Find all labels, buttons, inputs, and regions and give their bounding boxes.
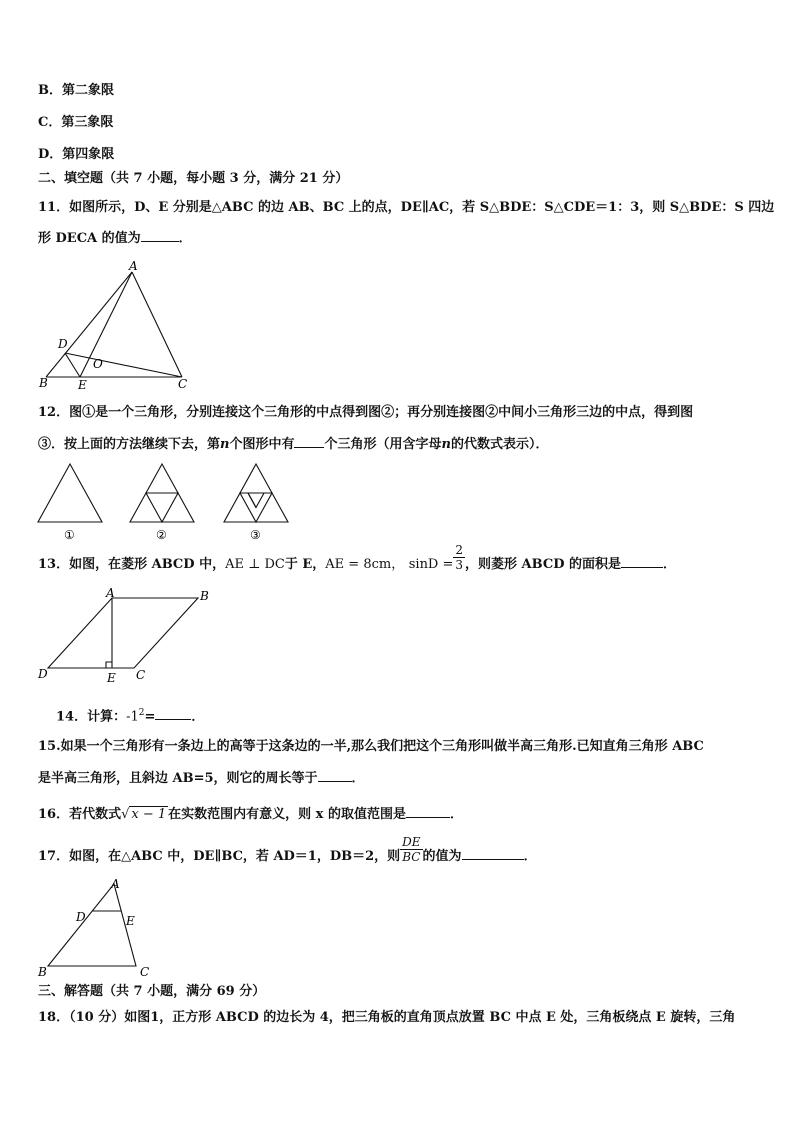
label-c: C <box>178 377 188 391</box>
fraction-two-thirds: $\frac{2}{3}$ <box>455 543 464 572</box>
answer-blank <box>155 719 191 720</box>
label-e: E <box>78 378 87 392</box>
label-c: C <box>140 965 150 978</box>
label-a: A <box>111 877 120 891</box>
q11-line2: 形 DECA 的值为 ． <box>38 231 192 246</box>
answer-blank <box>621 567 663 568</box>
answer-blank <box>318 781 352 782</box>
q12-figures <box>34 462 296 544</box>
q11-line1: 11．如图所示，D、E 分别是△ABC 的边 AB、BC 上的点，DE∥AC，若 S△BDE：S△CDE＝1：3，则 S△BDE：S 四边 <box>38 200 775 215</box>
answer-blank <box>141 241 179 242</box>
caption-1: ① <box>64 528 75 542</box>
q13-line: 13．如图，在菱形 ABCD 中，AE ⊥ DC于 E，AE = 8cm， sinD = $\frac{2}{3}$ ，则菱形 ABCD 的面积是 ． <box>38 543 677 572</box>
label-b: B <box>39 376 48 390</box>
option-b: B．第二象限 <box>38 83 114 98</box>
label-o: O <box>93 357 103 371</box>
q15-line1: 15.如果一个三角形有一条边上的高等于这条边的一半,那么我们把这个三角形叫做半高三角形.已知直角三角形 ABC <box>38 739 704 754</box>
label-d: D <box>58 337 68 351</box>
section-title-solutions: 三、解答题（共 7 小题，满分 69 分） <box>38 984 266 999</box>
q12-line2: ③．按上面的方法继续下去，第n个图形中有 个三角形（用含字母n的代数式表示）． <box>38 437 549 452</box>
q17-figure <box>34 876 154 978</box>
label-d: D <box>38 667 48 681</box>
fraction-de-bc: $\frac{DE}{BC}$ <box>402 835 421 864</box>
option-c: C．第三象限 <box>38 115 114 130</box>
q17-line: 17．如图，在△ABC 中，DE∥BC，若 AD＝1，DB＝2，则 $\frac{DE}{BC}$ 的值为 ． <box>38 835 537 864</box>
caption-2: ② <box>156 528 167 542</box>
q11-figure <box>36 260 196 392</box>
q16-line: 16．若代数式√ x − 1 在实数范围内有意义，则 x 的取值范围是 ． <box>38 807 463 822</box>
q18-line1: 18．（10 分）如图1，正方形 ABCD 的边长为 4，把三角板的直角顶点放置 BC 中点 E 处，三角板绕点 E 旋转，三角 <box>38 1010 736 1025</box>
q13-figure <box>34 586 224 684</box>
label-c: C <box>136 668 146 682</box>
label-a: A <box>129 260 138 273</box>
label-e: E <box>107 671 116 684</box>
q11-text: 形 DECA 的值为 <box>38 231 141 246</box>
q12-line1: 12．图①是一个三角形，分别连接这个三角形的中点得到图②；再分别连接图②中间小三角形三边的中点，得到图 <box>38 405 694 420</box>
label-d: D <box>76 910 86 924</box>
q14-line: 14．计算：$-1^2=$ ． <box>56 708 205 725</box>
option-d: D．第四象限 <box>38 147 115 162</box>
answer-blank <box>406 817 450 818</box>
label-b: B <box>38 965 47 978</box>
answer-blank <box>462 859 524 860</box>
sqrt-expression: √ x − 1 <box>121 807 167 822</box>
caption-3: ③ <box>250 528 261 542</box>
answer-blank <box>294 447 324 448</box>
section-title-fill-in: 二、填空题（共 7 小题，每小题 3 分，满分 21 分） <box>38 171 349 186</box>
label-a: A <box>106 586 115 600</box>
label-e: E <box>126 914 135 928</box>
q15-line2: 是半高三角形，且斜边 AB=5，则它的周长等于 ． <box>38 771 365 786</box>
label-b: B <box>200 589 209 603</box>
